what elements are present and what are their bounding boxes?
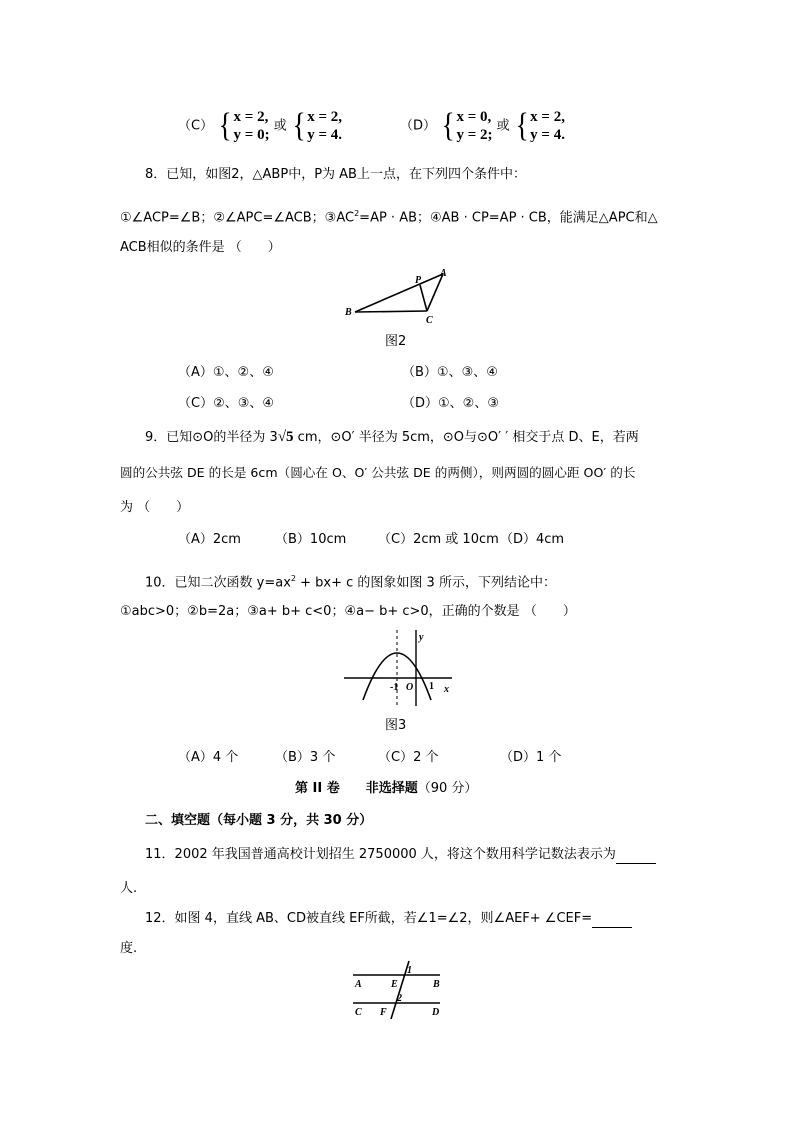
equation-system: { x = 2, y = 4. (292, 107, 343, 144)
point-label-e: E (391, 979, 398, 990)
point-label-d: D (432, 1007, 440, 1018)
q10-option-a: （A）4 个 (178, 750, 239, 765)
angle-label-2: 2 (397, 993, 402, 1004)
text: =AP · AB；④AB · CP=AP · CB，能满足△APC和△ (359, 210, 658, 226)
equation: x = 2, (530, 109, 565, 125)
q11-line2: 人. (120, 881, 138, 896)
text: 12．如图 4，直线 AB、CD被直线 EF所截，若∠1=∠2，则∠AEF+ ∠CEF= (145, 911, 593, 926)
point-label-c: C (426, 315, 433, 326)
superscript: 2 (290, 574, 297, 583)
q10-option-d: （D）1 个 (500, 750, 562, 765)
figure-3-caption: 图3 (385, 718, 407, 733)
point-label-b: B (433, 979, 440, 990)
text: 10．已知二次函数 y=ax (145, 575, 291, 591)
q8-line1: 8．已知，如图2，△ABP中，P为 AB上一点，在下列四个条件中： (145, 167, 526, 182)
option-label: （D） (400, 118, 437, 134)
equation: x = 2, (233, 109, 269, 125)
q9-option-a: （A）2cm (178, 532, 241, 547)
q8-option-c: （C）②、③、④ (178, 396, 275, 411)
q12-line2: 度. (120, 941, 138, 956)
equation: y = 0; (233, 127, 270, 143)
point-label-a: A (440, 268, 447, 279)
segment-bc (355, 311, 427, 312)
q8-option-a: （A）①、②、④ (178, 365, 274, 380)
q9-line2: 圆的公共弦 DE 的长是 6cm（圆心在 O、O′ 公共弦 DE 的两侧），则两圆的圆心距 OO′ 的长 (120, 465, 636, 480)
point-label-p: P (415, 275, 422, 286)
y-axis-label: y (419, 632, 424, 643)
text: 9．已知⊙O的半径为 3 (145, 430, 278, 445)
section-heading: 二、填空题（每小题 3 分，共 30 分） (145, 813, 373, 828)
text: + bx+ c 的图象如图 3 所示，下列结论中： (296, 575, 556, 591)
text: ①∠ACP=∠B；②∠APC=∠ACB；③AC (120, 210, 355, 226)
q10-line1 (145, 570, 556, 592)
q9-line1 (145, 428, 639, 447)
q8-option-d: （D）①、②、③ (402, 396, 499, 411)
section-title (295, 780, 477, 798)
q11-line1 (145, 846, 656, 864)
or-text: 或 (496, 118, 510, 134)
section-title-bold: 第 II 卷 非选择题 (295, 781, 418, 796)
tick-label-one: 1 (429, 681, 434, 692)
q10-option-c: （C）2 个 (378, 750, 439, 765)
equation: y = 4. (307, 127, 343, 143)
answer-blank[interactable] (616, 849, 656, 864)
q9-line3: 为 （ ） (120, 500, 190, 515)
text: cm，⊙O′ 半径为 5cm，⊙O与⊙O′ ′ 相交于点 D、E，若两 (293, 430, 639, 445)
equation: x = 0, (456, 109, 492, 125)
section-points: （90 分） (417, 781, 478, 796)
sqrt-five: √5 (277, 429, 294, 445)
origin-label: O (406, 682, 414, 693)
figure-2-caption: 图2 (385, 334, 407, 349)
equation-system: { x = 2, y = 0; (218, 107, 270, 144)
q10-line2: ①abc>0；②b=2a；③a+ b+ c<0；④a− b+ c>0，正确的个数是 （ ） (120, 604, 576, 619)
q8-line3: ACB相似的条件是 （ ） (120, 240, 281, 255)
x-axis-label: x (444, 684, 449, 695)
superscript: 2 (354, 209, 360, 218)
point-label-f: F (380, 1007, 387, 1018)
q8-option-b: （B）①、③、④ (402, 365, 498, 380)
point-label-c: C (355, 1007, 362, 1018)
equation: y = 2; (456, 127, 493, 143)
option-label: （C） (178, 118, 214, 134)
equation-system: { x = 0, y = 2; (441, 107, 493, 144)
equation: x = 2, (307, 109, 343, 125)
segment-cp (420, 285, 427, 311)
q9-option-b: （B）10cm (275, 532, 347, 547)
tick-label-minus-one: -1 (390, 682, 399, 693)
q10-option-b: （B）3 个 (275, 750, 336, 765)
equation: y = 4. (530, 127, 565, 143)
q9-option-d: （D）4cm (500, 532, 565, 547)
angle-label-1: 1 (407, 965, 412, 976)
point-label-a: A (355, 979, 362, 990)
answer-blank[interactable] (592, 913, 632, 928)
point-label-b: B (345, 307, 352, 318)
or-text: 或 (273, 118, 287, 134)
q9-option-c: （C）2cm 或 10cm (378, 532, 499, 547)
text: 11．2002 年我国普通高校计划招生 2750000 人，将这个数用科学记数法表示为 (145, 847, 616, 862)
q12-line1 (145, 910, 632, 928)
equation-system: { x = 2, y = 4. (515, 107, 565, 144)
